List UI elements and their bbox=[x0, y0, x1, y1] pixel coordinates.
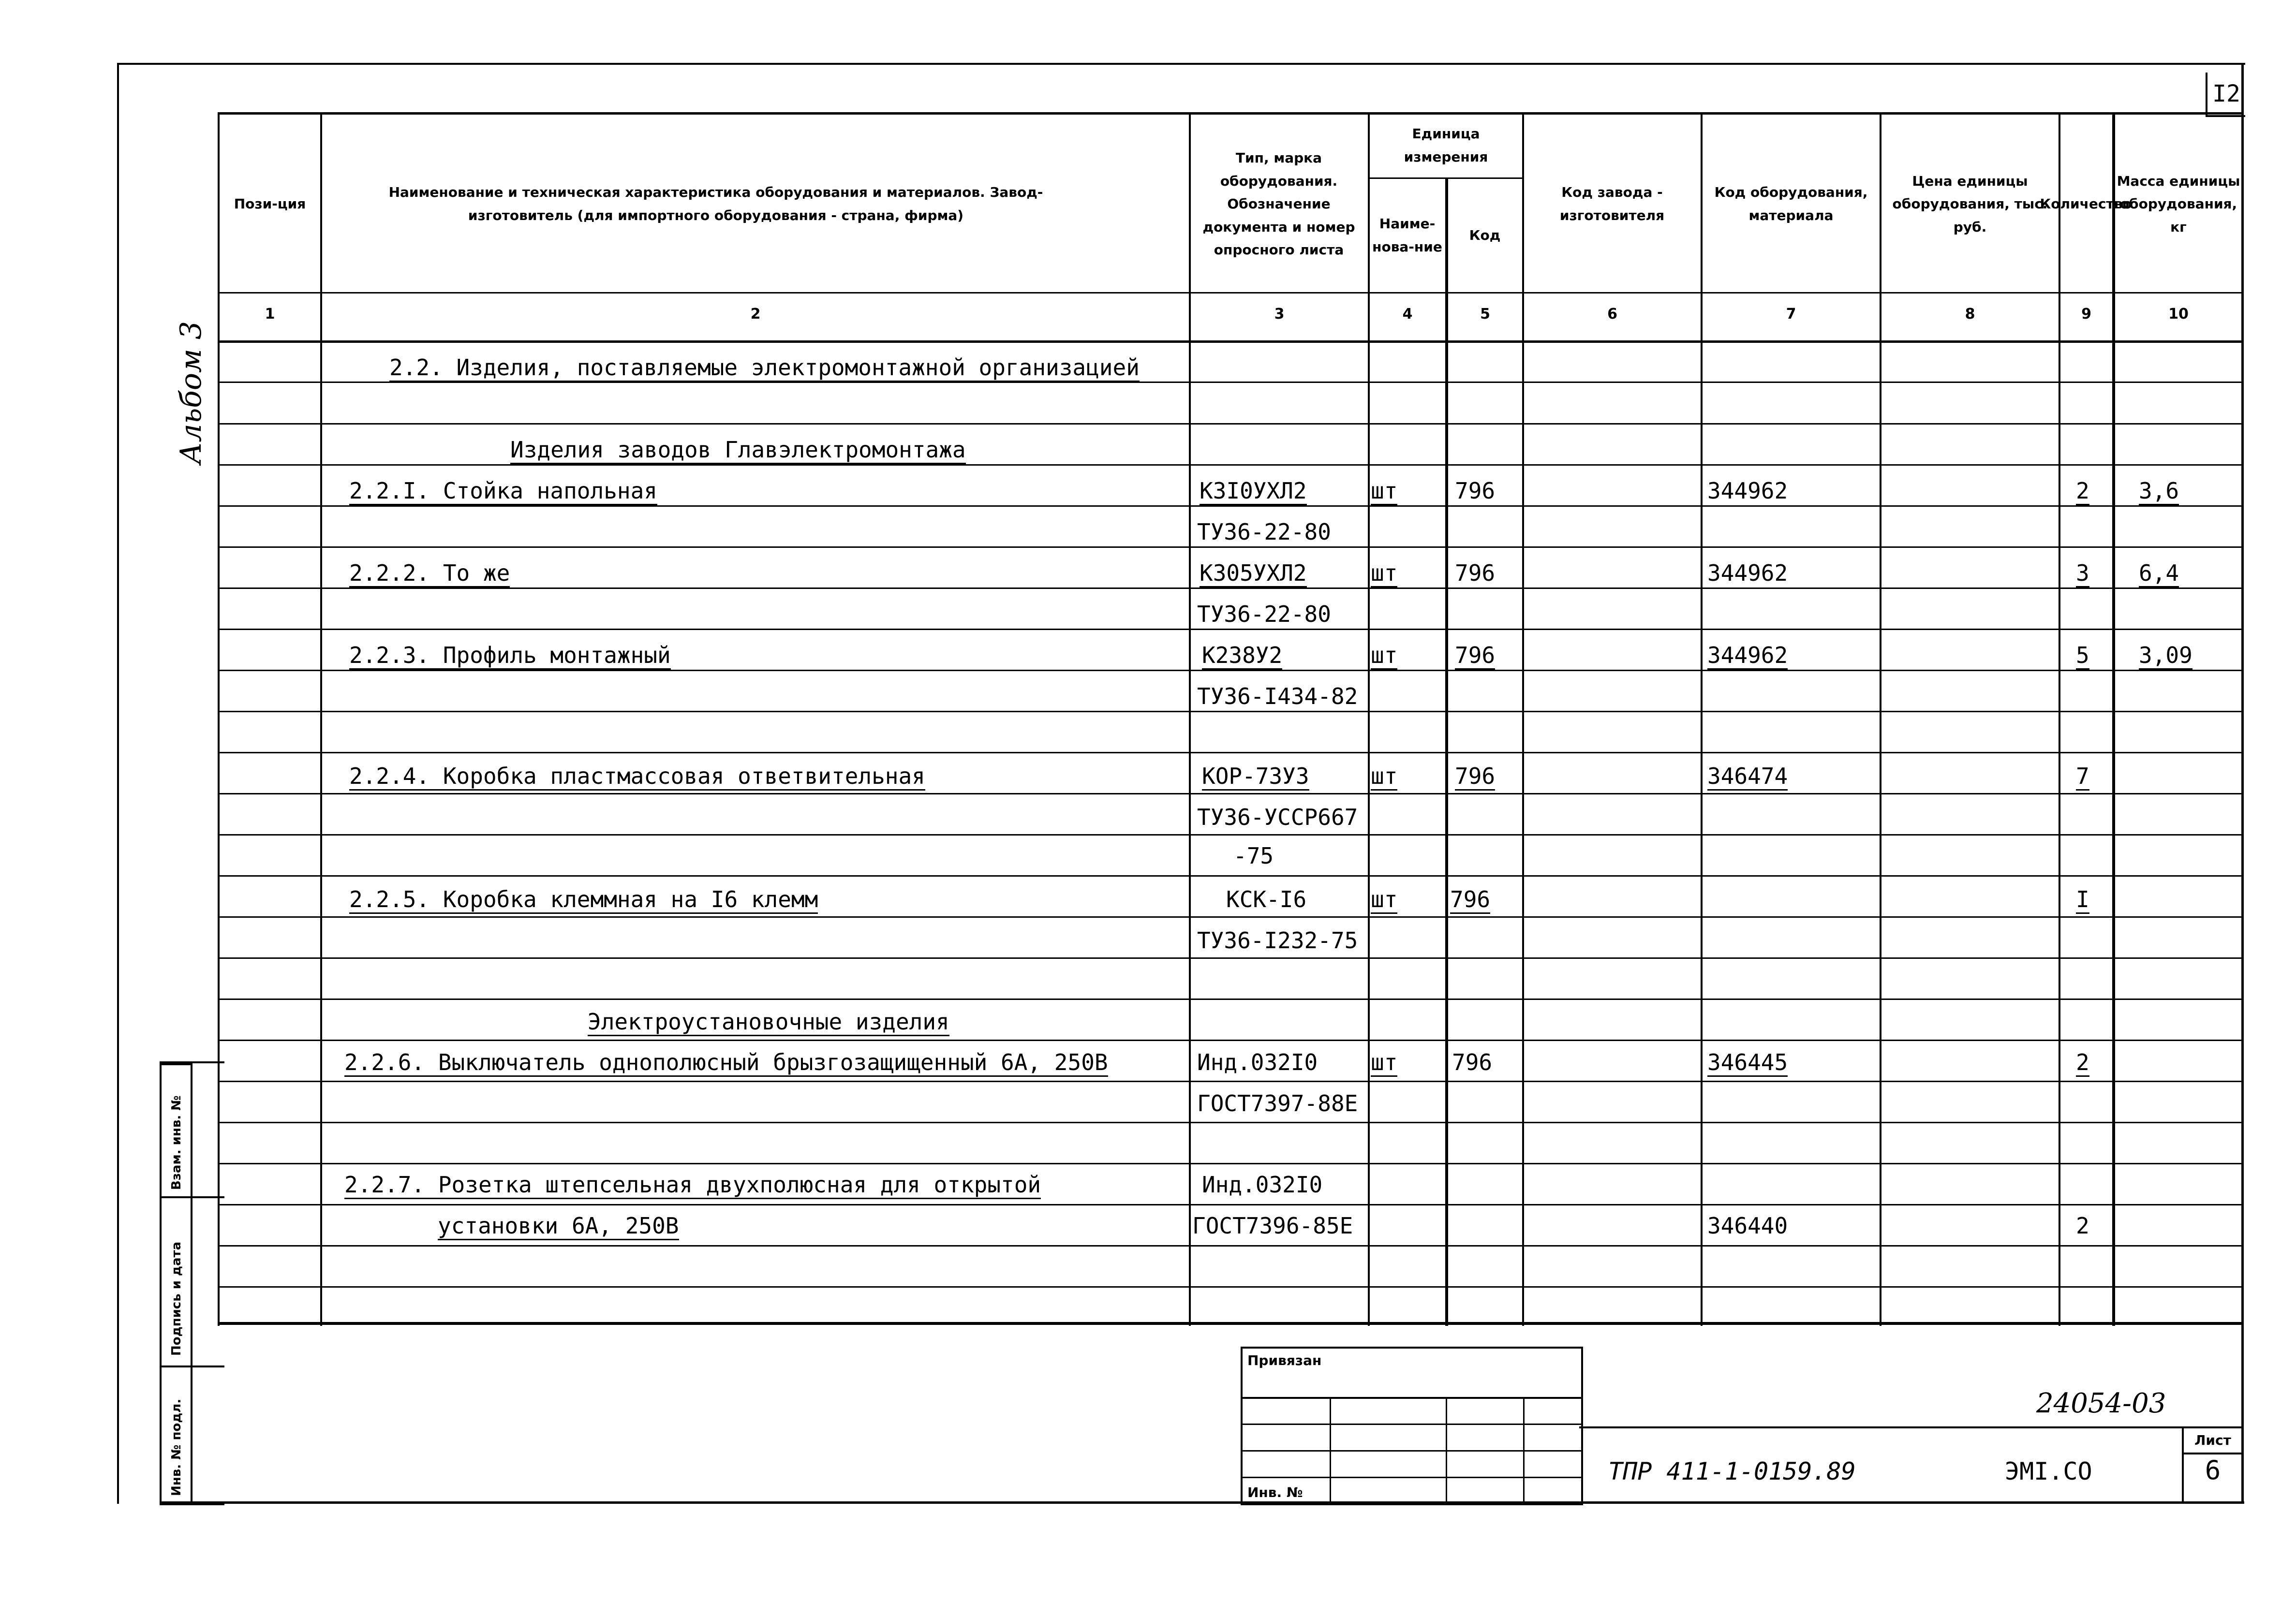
side-label-signature-date: Подпись и дата bbox=[169, 1241, 184, 1356]
row-mass: 3,09 bbox=[2139, 644, 2192, 670]
col-number: 2 bbox=[750, 306, 761, 323]
document-code: ТПР 411-1-0159.89 bbox=[1608, 1457, 1856, 1485]
row-type: КОР-73У3 bbox=[1202, 765, 1309, 791]
row-doc: ТУ36-22-80 bbox=[1197, 601, 1331, 627]
row-qty: 2 bbox=[2076, 1051, 2089, 1077]
stamp-title: Привязан bbox=[1247, 1352, 1322, 1368]
col-number: 6 bbox=[1607, 306, 1617, 323]
col-number: 5 bbox=[1480, 306, 1490, 323]
row-equip: 346474 bbox=[1707, 765, 1788, 791]
sheet-number: 6 bbox=[2205, 1455, 2221, 1485]
row-code: 796 bbox=[1452, 1049, 1493, 1075]
header-unit-price: Цена единицы оборудования, тыс. руб. bbox=[1892, 173, 2048, 235]
header-position: Пози-ция bbox=[234, 196, 306, 212]
col-number: 1 bbox=[265, 306, 275, 323]
header-name: Наименование и техническая характеристика оборудования и материалов. Завод-изготовитель (для импортного оборудования - страна, фирма) bbox=[388, 184, 1043, 223]
section-title: 2.2. Изделия, поставляемые электромонтажной организацией bbox=[389, 356, 1140, 382]
row-code: 796 bbox=[1450, 888, 1490, 914]
row-code: 796 bbox=[1455, 644, 1495, 670]
row-unit: шт bbox=[1371, 562, 1397, 587]
document-mark: ЭМI.СО bbox=[2005, 1457, 2092, 1485]
col-number: 10 bbox=[2168, 306, 2189, 323]
row-type: К305УХЛ2 bbox=[1200, 562, 1307, 587]
frame-top-border bbox=[117, 63, 2245, 65]
header-type: Тип, марка оборудования. Обозначение документа и номер опросного листа bbox=[1202, 150, 1355, 258]
row-type: К3I0УХЛ2 bbox=[1200, 480, 1307, 505]
row-unit: шт bbox=[1371, 480, 1397, 505]
header-quantity: Количество bbox=[2040, 196, 2132, 212]
row-name: 2.2.4. Коробка пластмассовая ответвительная bbox=[349, 765, 925, 791]
col-number: 3 bbox=[1274, 306, 1285, 323]
col-number: 9 bbox=[2081, 306, 2091, 323]
row-equip: 344962 bbox=[1707, 644, 1788, 670]
row-name: 2.2.6. Выключатель однополюсный брызгозащищенный 6А, 250В bbox=[344, 1051, 1108, 1077]
row-qty: 2 bbox=[2076, 1213, 2089, 1239]
side-label-inv-original: Инв. № подл. bbox=[169, 1398, 184, 1496]
row-type: КСК-I6 bbox=[1226, 886, 1307, 912]
col-number: 7 bbox=[1786, 306, 1796, 323]
handwritten-number: 24054-03 bbox=[2036, 1388, 2166, 1419]
row-name: 2.2.7. Розетка штепсельная двухполюсная для открытой bbox=[344, 1174, 1041, 1199]
row-type: Инд.032I0 bbox=[1197, 1049, 1318, 1075]
title-block bbox=[1579, 1426, 2242, 1503]
row-name: 2.2.2. То же bbox=[349, 562, 510, 587]
album-label: Альбом 3 bbox=[174, 321, 208, 464]
col-number: 8 bbox=[1965, 306, 1975, 323]
approval-stamp bbox=[1241, 1347, 1583, 1505]
header-factory-code: Код завода - изготовителя bbox=[1559, 184, 1665, 223]
frame-left-border bbox=[117, 63, 119, 1504]
stamp-inv-label: Инв. № bbox=[1247, 1484, 1303, 1500]
sheet-label: Лист bbox=[2184, 1428, 2242, 1454]
row-qty: 2 bbox=[2076, 480, 2089, 505]
row-name-cont: установки 6А, 250В bbox=[438, 1215, 679, 1240]
side-label-swap-inv: Взам. инв. № bbox=[169, 1095, 184, 1190]
row-doc: ГОСТ7396-85Е bbox=[1192, 1213, 1353, 1239]
row-name: 2.2.I. Стойка напольная bbox=[349, 480, 657, 505]
side-margin-block bbox=[160, 1061, 224, 1505]
row-equip: 344962 bbox=[1707, 478, 1788, 504]
row-type: К238У2 bbox=[1202, 644, 1282, 670]
row-name: 2.2.3. Профиль монтажный bbox=[349, 644, 671, 670]
row-code: 796 bbox=[1455, 560, 1496, 586]
row-qty: 7 bbox=[2076, 765, 2089, 791]
row-doc: ТУ36-22-80 bbox=[1197, 519, 1331, 545]
header-unit-group: Единица измерения bbox=[1404, 126, 1488, 165]
sheet-box bbox=[2182, 1428, 2242, 1503]
row-doc: ГОСТ7397-88Е bbox=[1197, 1090, 1358, 1116]
page-number: I2 bbox=[2206, 73, 2245, 117]
row-doc-cont: -75 bbox=[1233, 843, 1274, 869]
row-name: 2.2.5. Коробка клеммная на I6 клемм bbox=[349, 888, 818, 914]
row-unit: шт bbox=[1371, 644, 1397, 670]
row-equip: 346445 bbox=[1707, 1051, 1788, 1077]
header-equipment-code: Код оборудования, материала bbox=[1714, 184, 1868, 223]
subsection-title: Электроустановочные изделия bbox=[588, 1011, 949, 1036]
row-code: 796 bbox=[1455, 765, 1495, 791]
row-equip: 344962 bbox=[1707, 560, 1788, 586]
row-unit: шт bbox=[1371, 765, 1397, 791]
row-mass: 6,4 bbox=[2139, 562, 2179, 587]
row-unit: шт bbox=[1371, 1051, 1397, 1077]
row-mass: 3,6 bbox=[2139, 480, 2179, 505]
header-unit-code: Код bbox=[1469, 227, 1501, 244]
row-code: 796 bbox=[1455, 478, 1496, 504]
header-unit-mass: Масса единицы оборудования, кг bbox=[2117, 173, 2240, 235]
equipment-table bbox=[218, 112, 2244, 1326]
row-qty: 3 bbox=[2076, 562, 2089, 587]
header-unit-name: Наиме-нова-ние bbox=[1372, 216, 1442, 255]
row-qty: 5 bbox=[2076, 644, 2089, 670]
row-qty: I bbox=[2076, 888, 2089, 914]
col-number: 4 bbox=[1402, 306, 1413, 323]
row-type: Инд.032I0 bbox=[1202, 1172, 1323, 1198]
row-unit: шт bbox=[1371, 888, 1397, 914]
row-doc: ТУ36-УССР667 bbox=[1197, 804, 1358, 830]
row-doc: ТУ36-I232-75 bbox=[1197, 927, 1358, 954]
subsection-title: Изделия заводов Главэлектромонтажа bbox=[510, 439, 966, 464]
row-doc: ТУ36-I434-82 bbox=[1197, 683, 1358, 709]
row-equip: 346440 bbox=[1707, 1213, 1788, 1239]
